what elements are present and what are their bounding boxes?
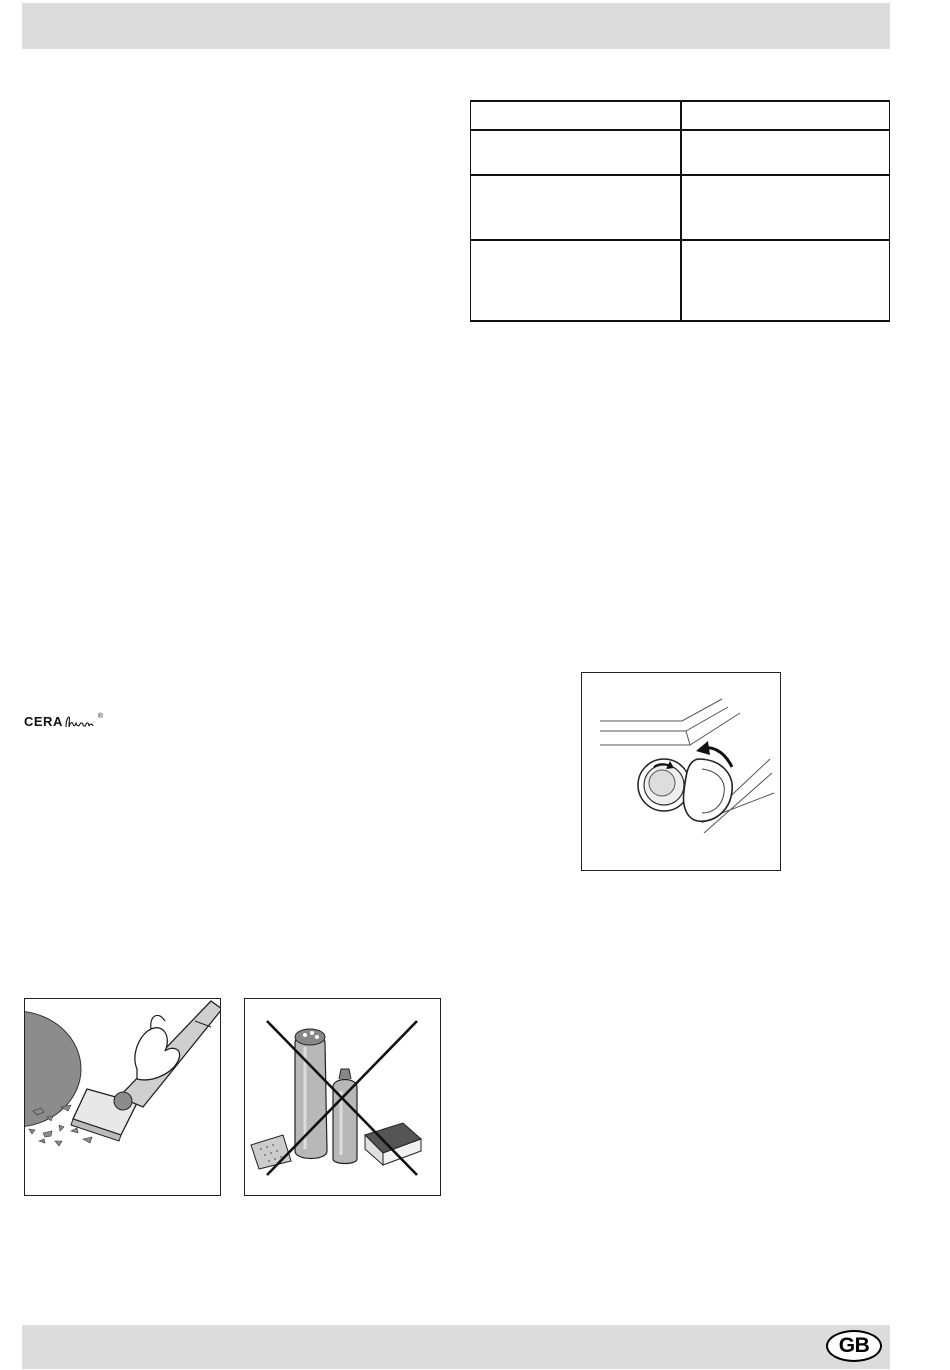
no-abrasive-cleaners-icon [245, 999, 441, 1196]
logo-script-icon [64, 714, 98, 732]
table-row-divider [471, 129, 889, 131]
country-badge: GB [826, 1330, 882, 1362]
figure-hob-scraper [24, 998, 221, 1196]
oven-lamp-cover-icon [582, 673, 781, 871]
ceran-logo [24, 714, 103, 732]
table-column-divider [680, 102, 682, 320]
logo-registered-mark: ® [97, 713, 104, 720]
data-table [470, 100, 890, 322]
figure-no-abrasive-products [244, 998, 441, 1196]
hob-scraper-icon [25, 999, 221, 1196]
table-row-divider [471, 239, 889, 241]
figure-oven-lamp [581, 672, 781, 871]
logo-brand-text: CERA [24, 714, 63, 729]
header-band [22, 3, 890, 49]
footer-band [22, 1325, 890, 1369]
table-row-divider [471, 174, 889, 176]
